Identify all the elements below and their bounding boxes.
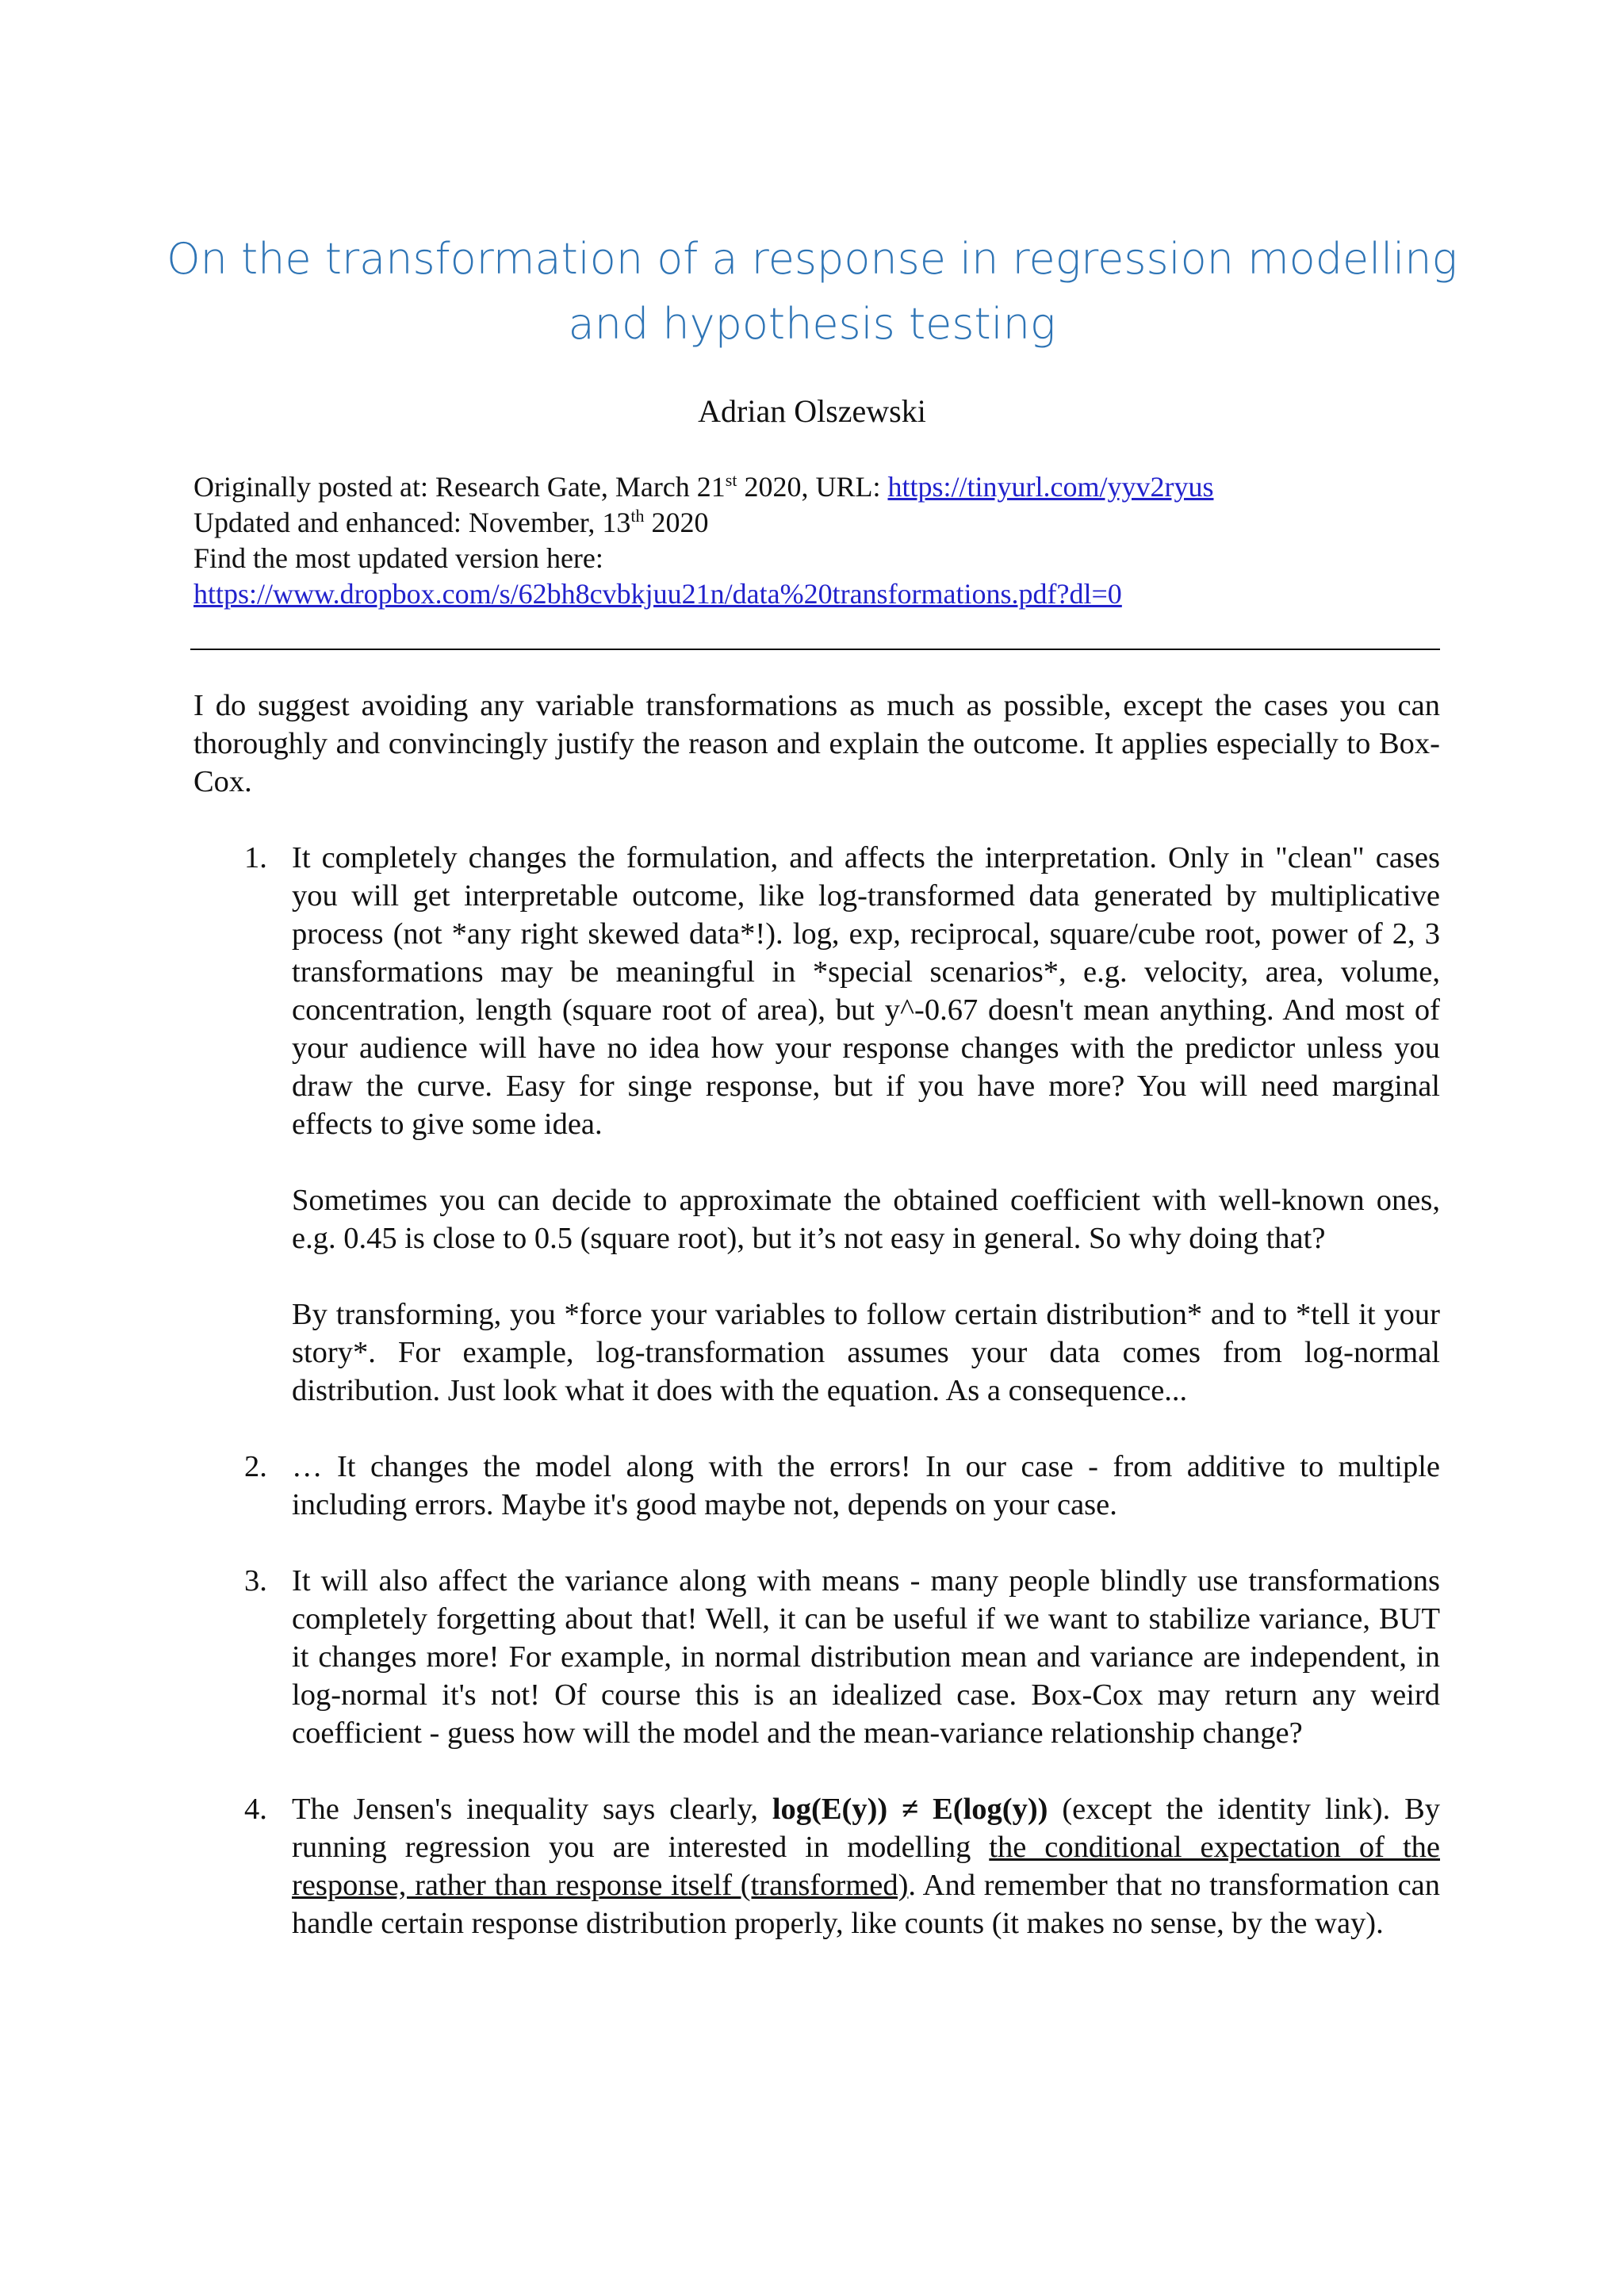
- title-line-1: On the transformation of a response in regression modelling: [167, 234, 1457, 284]
- list-paragraph: … It changes the model along with the errors! In our case - from additive to multiple including errors. Maybe it's good maybe not, depends on your case.: [292, 1450, 1440, 1521]
- text-segment: (except the identity link). By running regression you are interested in modelling: [292, 1793, 1440, 1864]
- dropbox-link[interactable]: https://www.dropbox.com/s/62bh8cvbkjuu21n/data%20transformations.pdf?dl=0: [193, 578, 1122, 610]
- list-paragraph: Sometimes you can decide to approximate the obtained coefficient with well-known ones, e.g. 0.45 is close to 0.5 (square root), but it’s not easy in general. So why doing that?: [292, 1184, 1440, 1255]
- list-item: [193, 1448, 1440, 1524]
- list-number: 3.: [244, 1564, 267, 1598]
- posted-prefix: Originally posted at: Research Gate, March 21: [193, 471, 726, 503]
- updated-suffix-sup: th: [630, 506, 645, 526]
- document-title: [143, 227, 1481, 357]
- jensen-inequality-formula: log(E(y)) ≠ E(log(y)): [772, 1793, 1048, 1826]
- list-number: 2.: [244, 1450, 267, 1483]
- text-segment: The Jensen's inequality says clearly,: [292, 1793, 772, 1826]
- list-number: 1.: [244, 841, 267, 874]
- updated-suffix: 2020: [644, 507, 709, 538]
- find-line: Find the most updated version here:: [193, 542, 603, 574]
- list-item: [193, 1562, 1440, 1752]
- intro-paragraph: I do suggest avoiding any variable transformations as much as possible, except the cases you can thoroughly and convincingly justify the reason and explain the outcome. It applies especially to Box-Cox.: [193, 689, 1440, 798]
- list-number: 4.: [244, 1793, 267, 1826]
- list-paragraph: It will also affect the variance along with means - many people blindly use transformations completely forgetting about that! Well, it can be useful if we want to stabilize variance, BUT it changes more! For example, in normal distribution mean and variance are independent, in log-normal it's not! Of course this is an idealized case. Box-Cox may return any weird coefficient - guess how will the model and the mean-variance relationship change?: [292, 1564, 1440, 1750]
- underlined-text: the conditional expectation of the response, rather than response itself (transformed): [292, 1831, 1440, 1902]
- numbered-list: [193, 839, 1440, 1980]
- research-gate-link[interactable]: https://tinyurl.com/yyv2ryus: [887, 471, 1214, 503]
- publication-info: [193, 469, 1478, 612]
- list-item: [193, 1790, 1440, 1942]
- title-line-2: and hypothesis testing: [568, 299, 1056, 349]
- text-segment: . And remember that no transformation can handle certain response distribution properly, like counts (it makes no sense, by the way).: [292, 1869, 1440, 1940]
- list-paragraph: [292, 1790, 1440, 1942]
- updated-line: [193, 505, 1478, 541]
- list-item: [193, 839, 1440, 1410]
- posted-mid: 2020, URL:: [737, 471, 888, 503]
- list-paragraph: It completely changes the formulation, and affects the interpretation. Only in "clean" cases you will get interpretable outcome, like log-transformed data generated by multiplicative process (not *any right skewed data*!). log, exp, reciprocal, square/cube root, power of 2, 3 transformations may be meaningful in *special scenarios*, e.g. velocity, area, volume, concentration, length (square root of area), but y^-0.67 doesn't mean anything. And most of your audience will have no idea how your response changes with the predictor unless you draw the curve. Easy for singe response, but if you have more? You will need marginal effects to give some idea.: [292, 841, 1440, 1141]
- list-paragraph: By transforming, you *force your variables to follow certain distribution* and to *tell it your story*. For example, log-transformation assumes your data comes from log-normal distribution. Just look what it does with the equation. As a consequence...: [292, 1298, 1440, 1407]
- horizontal-rule: [190, 649, 1440, 650]
- posted-suffix: st: [725, 470, 737, 490]
- posted-line: [193, 469, 1478, 505]
- author-name: Adrian Olszewski: [698, 393, 926, 429]
- updated-prefix: Updated and enhanced: November, 13: [193, 507, 631, 538]
- dropbox-line: [193, 576, 1478, 612]
